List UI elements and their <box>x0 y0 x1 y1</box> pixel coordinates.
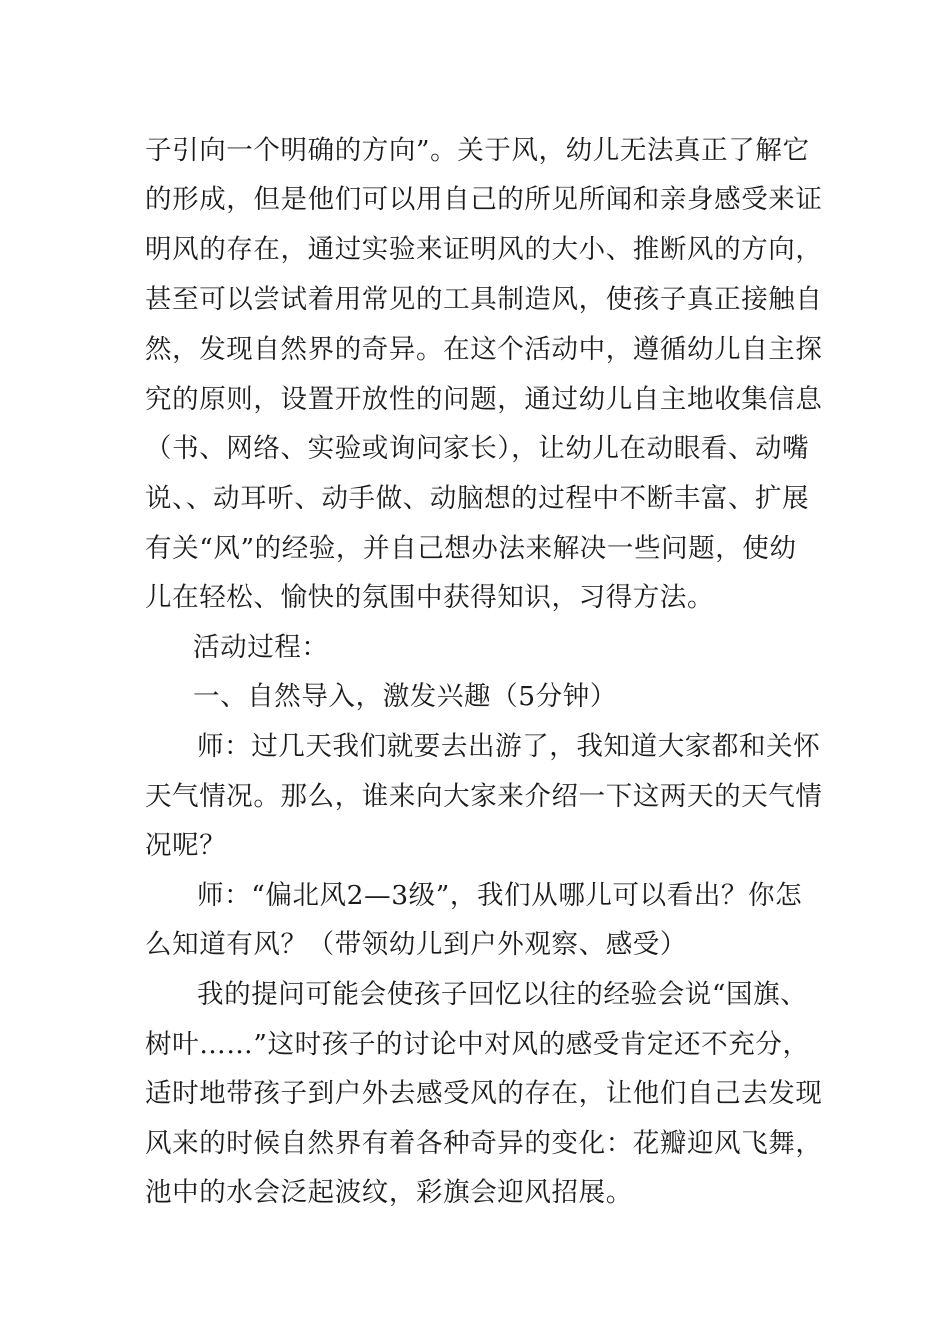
paragraph-line: 池中的水会泛起波纹，彩旗会迎风招展。 <box>145 1177 633 1208</box>
paragraph-line: 子引向一个明确的方向”。关于风，幼儿无法真正了解它 <box>145 135 810 166</box>
paragraph-line: 明风的存在，通过实验来证明风的大小、推断风的方向， <box>145 234 823 265</box>
section-heading: 活动过程： <box>193 632 329 663</box>
paragraph-line: （书、网络、实验或询问家长），让幼儿在动眼看、动嘴 <box>145 433 810 464</box>
paragraph-line: 儿在轻松、愉快的氛围中获得知识，习得方法。 <box>145 582 715 613</box>
paragraph-line: 天气情况。那么，谁来向大家来介绍一下这两天的天气情 <box>145 781 823 812</box>
paragraph-line: 我的提问可能会使孩子回忆以往的经验会说“国旗、 <box>197 979 808 1010</box>
paragraph-line: 树叶……”这时孩子的讨论中对风的感受肯定还不充分， <box>145 1029 810 1060</box>
paragraph-line: 师：过几天我们就要去出游了，我知道大家都和关怀 <box>197 731 821 762</box>
section-heading: 一、自然导入，激发兴趣（5分钟） <box>193 681 617 712</box>
paragraph-line: 适时地带孩子到户外去感受风的存在，让他们自己去发现 <box>145 1078 823 1109</box>
paragraph-line: 甚至可以尝试着用常见的工具制造风，使孩子真正接触自 <box>145 284 823 315</box>
paragraph-line: 况呢？ <box>145 830 227 861</box>
paragraph-line: 说、、动耳听、动手做、动脑想的过程中不断丰富、扩展 <box>145 483 810 514</box>
paragraph-line: 然，发现自然界的奇异。在这个活动中，遵循幼儿自主探 <box>145 334 823 365</box>
paragraph-line: 有关“风”的经验，并自己想办法来解决一些问题，使幼 <box>145 533 797 564</box>
paragraph-line: 的形成，但是他们可以用自己的所见所闻和亲身感受来证 <box>145 184 823 215</box>
paragraph-line: 风来的时候自然界有着各种奇异的变化：花瓣迎风飞舞， <box>145 1128 823 1159</box>
paragraph-line: 么知道有风？（带领幼儿到户外观察、感受） <box>145 929 687 960</box>
paragraph-line: 师：“偏北风2—3级”，我们从哪儿可以看出？你怎 <box>197 880 803 911</box>
paragraph-line: 究的原则，设置开放性的问题，通过幼儿自主地收集信息 <box>145 384 823 415</box>
